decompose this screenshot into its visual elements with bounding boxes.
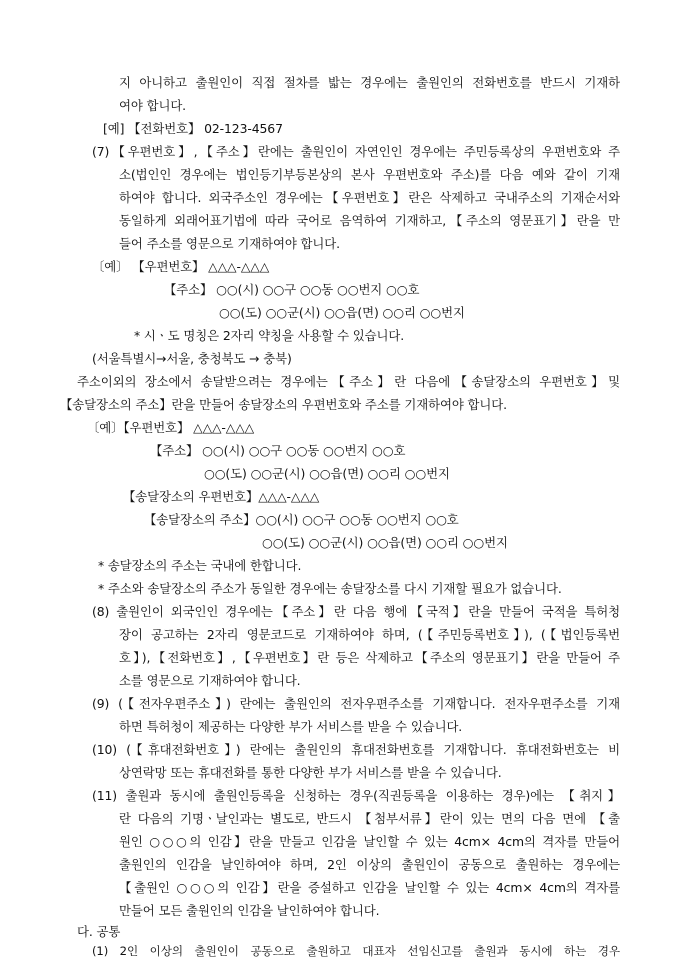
text-line: 들어 주소를 영문으로 기재하여야 합니다. bbox=[119, 236, 340, 251]
text-line: 지 아니하고 출원인이 직접 절차를 밟는 경우에는 출원인의 전화번호를 반드시 기재하 bbox=[119, 75, 620, 90]
text-line: 〔예〕【우편번호】 △△△-△△△ bbox=[87, 420, 255, 435]
text-line: (11) 출원과 동시에 출원인등록을 신청하는 경우(직권등록을 이용하는 경우)에는 【취지】 bbox=[92, 788, 620, 803]
text-line: 호】),【전화번호】,【우편번호】란 등은 삭제하고【주소의 영문표기】란을 만들어 주 bbox=[119, 650, 620, 665]
text-line: ○○(도) ○○군(시) ○○읍(면) ○○리 ○○번지 bbox=[262, 535, 508, 550]
text-line: (7)【우편번호】,【주소】란에는 출원인이 자연인인 경우에는 주민등록상의 우편번호와 주 bbox=[92, 144, 620, 159]
text-line: 〔예〕 【우편번호】 △△△-△△△ bbox=[92, 259, 270, 274]
text-line: 만들어 모든 출원인의 인감을 날인하여야 합니다. bbox=[119, 903, 380, 918]
text-line: 주소이외의 장소에서 송달받으려는 경우에는【주소】란 다음에【송달장소의 우편번호】및 bbox=[77, 374, 620, 389]
text-line: 여야 합니다. bbox=[119, 98, 187, 113]
text-line: 【송달장소의 우편번호】△△△-△△△ bbox=[123, 489, 320, 504]
text-line: 【출원인 ○○○의 인감】란을 증설하고 인감을 날인할 수 있는 4cm× 4cm의 격자를 bbox=[119, 880, 620, 895]
text-line: 【주소】 ○○(시) ○○구 ○○동 ○○번지 ○○호 bbox=[150, 443, 406, 458]
text-line: (10) (【휴대전화번호】) 란에는 출원인의 휴대전화번호를 기재합니다. 휴대전화번호는 비 bbox=[92, 742, 620, 757]
text-line: 하여야 합니다. 외국주소인 경우에는【우편번호】란은 삭제하고 국내주소의 기재순서와 bbox=[119, 190, 620, 205]
text-line: ○○(도) ○○군(시) ○○읍(면) ○○리 ○○번지 bbox=[204, 466, 450, 481]
text-line: 소를 영문으로 기재하여야 합니다. bbox=[119, 673, 301, 688]
text-line: (8) 출원인이 외국인인 경우에는【주소】란 다음 행에【국적】란을 만들어 국적을 특허청 bbox=[92, 604, 620, 619]
text-line: (1) 2인 이상의 출원인이 공동으로 출원하고 대표자 선임신고를 출원과 동시에 하는 경우 bbox=[92, 944, 620, 958]
text-line: ○○(도) ○○군(시) ○○읍(면) ○○리 ○○번지 bbox=[219, 305, 465, 320]
text-line: 【주소】 ○○(시) ○○구 ○○동 ○○번지 ○○호 bbox=[164, 282, 420, 297]
text-line: 원인 ○○○의 인감】란을 만들고 인감을 날인할 수 있는 4cm× 4cm의 격자를 만들어 bbox=[119, 834, 620, 849]
text-line: 【송달장소의 주소】○○(시) ○○구 ○○동 ○○번지 ○○호 bbox=[144, 512, 459, 527]
text-line: 장이 공고하는 2자리 영문코드로 기재하여야 하며, (【주민등록번호】), (【법인등록번 bbox=[119, 627, 620, 642]
text-line: 란 다음의 기명ㆍ날인과는 별도로, 반드시 【첨부서류】란이 있는 면의 다음 면에 【출 bbox=[119, 811, 620, 826]
text-line: 동일하게 외래어표기법에 따라 국어로 음역하여 기재하고,【주소의 영문표기】란을 만 bbox=[119, 213, 620, 228]
text-line: 소(법인인 경우에는 법인등기부등본상의 본사 우편번호와 주소)를 다음 예와 같이 기재 bbox=[119, 167, 620, 182]
text-line: (9) (【전자우편주소】) 란에는 출원인의 전자우편주소를 기재합니다. 전자우편주소를 기재 bbox=[92, 696, 620, 711]
text-line: * 시ㆍ도 명칭은 2자리 약칭을 사용할 수 있습니다. bbox=[134, 328, 405, 343]
text-line: 【송달장소의 주소】란을 만들어 송달장소의 우편번호와 주소를 기재하여야 합니다. bbox=[60, 397, 507, 412]
text-line: 하면 특허청이 제공하는 다양한 부가 서비스를 받을 수 있습니다. bbox=[119, 719, 463, 734]
text-line: [예] 【전화번호】 02-123-4567 bbox=[103, 121, 283, 136]
text-line: * 송달장소의 주소는 국내에 한합니다. bbox=[98, 558, 302, 573]
text-line: * 주소와 송달장소의 주소가 동일한 경우에는 송달장소를 다시 기재할 필요가 없습니다. bbox=[98, 581, 562, 596]
section-heading: 다. 공통 bbox=[77, 924, 121, 939]
text-line: 출원인의 인감을 날인하여야 하며, 2인 이상의 출원인이 공동으로 출원하는 경우에는 bbox=[119, 857, 620, 872]
text-line: 상연락망 또는 휴대전화를 통한 다양한 부가 서비스를 받을 수 있습니다. bbox=[119, 765, 502, 780]
text-line: (서울특별시→서울, 충청북도 → 충북) bbox=[92, 351, 292, 366]
